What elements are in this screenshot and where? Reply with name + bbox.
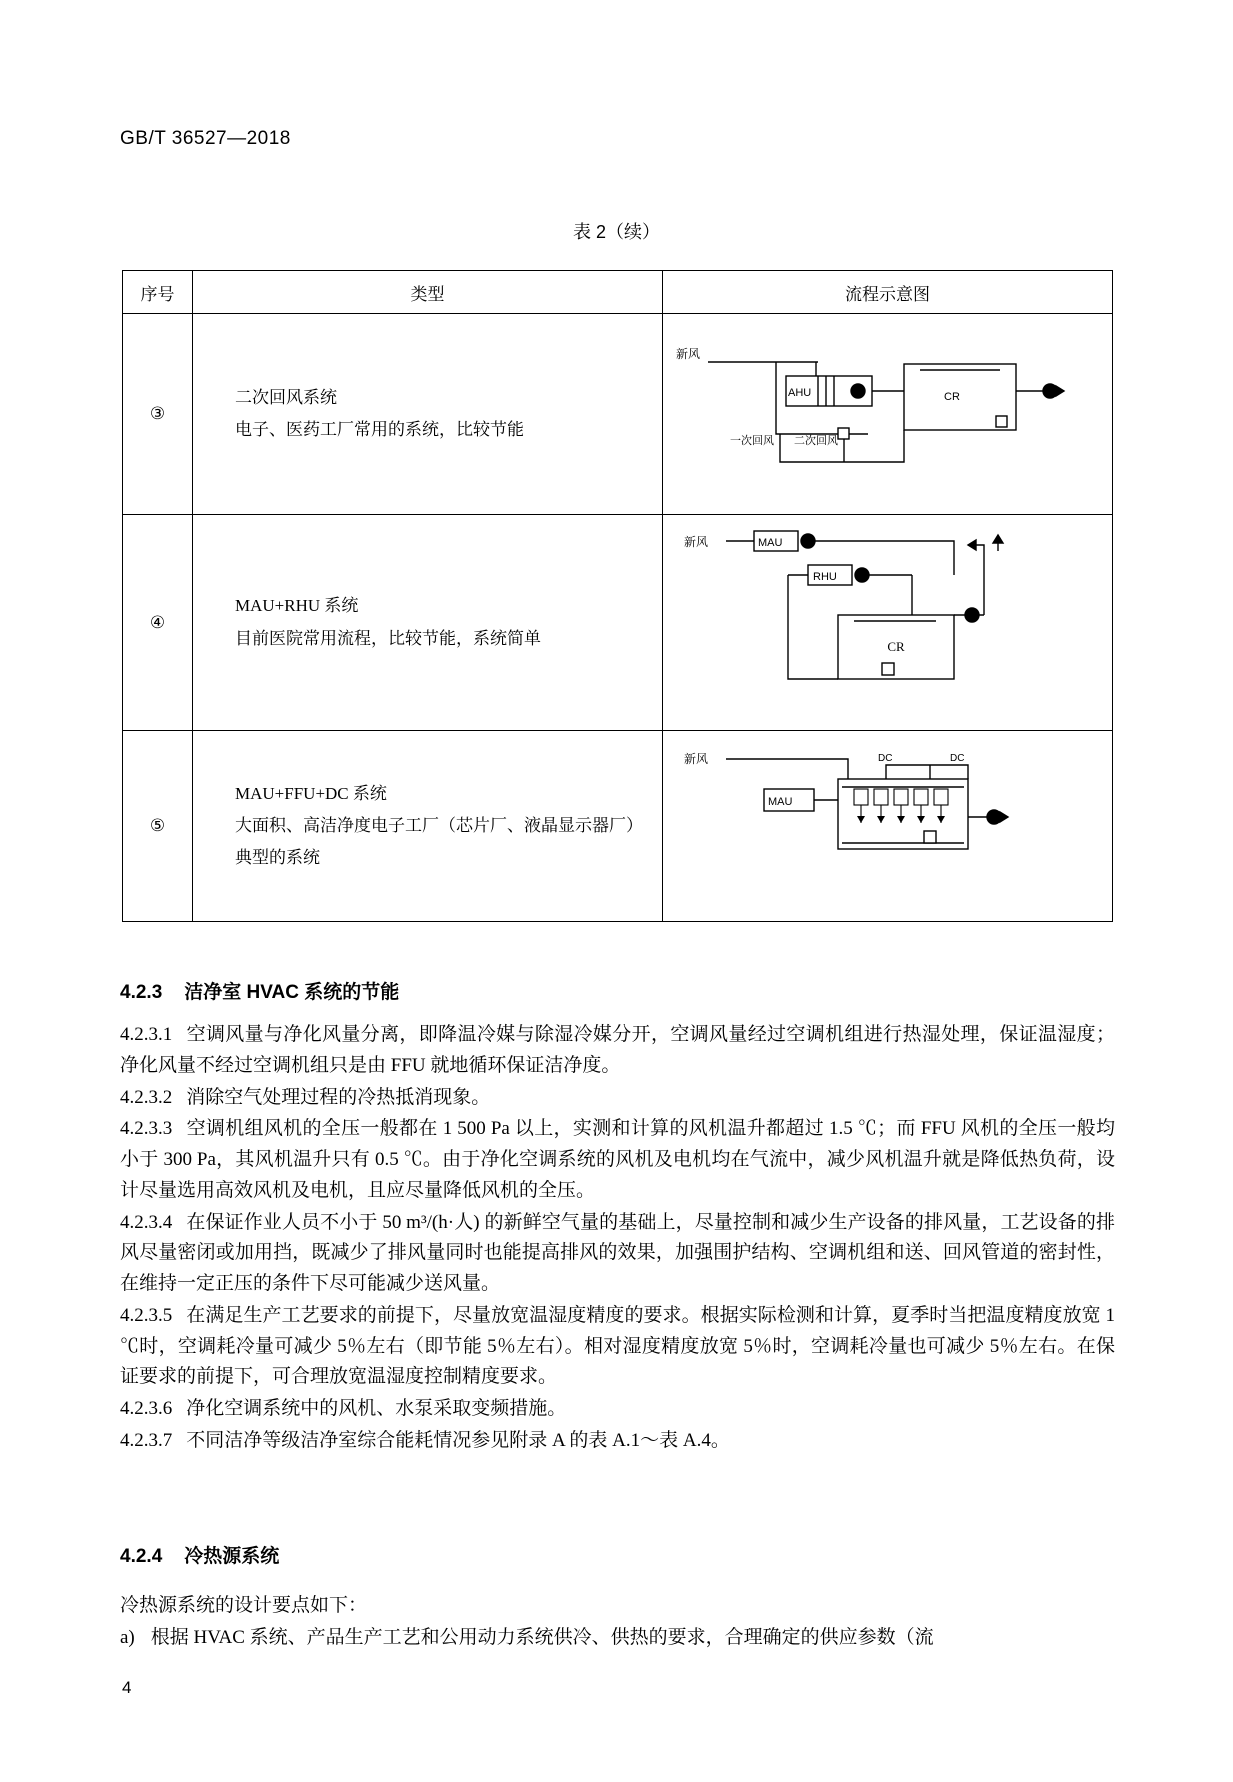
table-caption: 表 2（续） xyxy=(572,222,660,242)
row-type-cell xyxy=(193,731,663,922)
table-row xyxy=(123,515,1113,731)
clause-list-4-2-3 xyxy=(120,1020,1115,1458)
row-type-title: 二次回风系统 xyxy=(235,387,337,407)
row-type-desc: 电子、医药工厂常用的系统，比较节能 xyxy=(235,420,524,439)
clause-text: 不同洁净等级洁净室综合能耗情况参见附录 A 的表 A.1～表 A.4。 xyxy=(186,1429,730,1451)
row-type-cell xyxy=(193,515,663,731)
svg-text:CR: CR xyxy=(943,391,960,403)
flow-diagram-mau-rhu xyxy=(663,515,1112,730)
row-type-desc: 目前医院常用流程，比较节能，系统简单 xyxy=(235,628,541,648)
section-4-2-3 xyxy=(120,978,1115,1009)
page-number: 4 xyxy=(122,1678,132,1697)
column-header-no: 序号 xyxy=(123,271,193,314)
figure-label: 新风 xyxy=(683,535,708,549)
figure-label: RHU xyxy=(812,571,837,583)
figure-label: DC xyxy=(949,753,964,764)
flow-diagram-mau-ffu-dc xyxy=(663,731,1112,921)
section-heading-4-2-4 xyxy=(120,1542,1115,1573)
section-lead-text: 冷热源系统的设计要点如下： xyxy=(120,1594,368,1616)
clause-4-2-3-5 xyxy=(120,1301,1115,1393)
svg-text:CR: CR xyxy=(886,639,905,654)
row-number: ③ xyxy=(123,314,193,515)
clause-4-2-3-3 xyxy=(120,1114,1115,1206)
figure-label: AHU xyxy=(787,387,811,399)
column-header-type: 类型 xyxy=(193,271,663,314)
clause-4-2-3-2 xyxy=(120,1083,1115,1114)
row-type-title: MAU+RHU 系统 xyxy=(235,596,359,616)
list-item-text: 根据 HVAC 系统、产品生产工艺和公用动力系统供冷、供热的要求，合理确定的供应参数（流 xyxy=(150,1626,934,1648)
clause-number: 4.2.3.1 xyxy=(120,1024,173,1045)
clause-text: 空调机组风机的全压一般都在 1 500 Pa 以上，实测和计算的风机温升都超过 1.5 ℃；而 FFU 风机的全压一般均小于 300 Pa，其风机温升只有 0.5 ℃。由于净化空调系统的风机及电机均在气流中，减少风机温升就是降低热负荷，设计尽量选用高效风机及电机，且应尽量降低风机的全压。 xyxy=(120,1118,1115,1201)
clause-number: 4.2.3.4 xyxy=(120,1211,173,1233)
clause-4-2-3-7 xyxy=(120,1426,1115,1457)
figure-label: MAU xyxy=(767,796,792,808)
section-heading-4-2-3 xyxy=(120,978,1115,1009)
clause-number: 4.2.3.2 xyxy=(120,1086,173,1108)
row-number: ④ xyxy=(123,515,193,731)
row-figure-cell xyxy=(663,314,1113,515)
row-type-title: MAU+FFU+DC 系统 xyxy=(235,783,387,803)
figure-label: 新风 xyxy=(683,752,708,766)
clause-number: 4.2.3.7 xyxy=(120,1429,173,1451)
section-title: 冷热源系统 xyxy=(184,1546,280,1567)
row-figure-cell xyxy=(663,731,1113,922)
clause-number: 4.2.3.3 xyxy=(120,1118,173,1140)
figure-label: 一次回风 xyxy=(729,435,774,447)
list-item-a xyxy=(120,1623,1115,1654)
figure-label: MAU xyxy=(757,537,782,549)
row-type-desc: 大面积、高洁净度电子工厂（芯片厂、液晶显示器厂）典型的系统 xyxy=(235,815,635,868)
table-header-row xyxy=(123,271,1113,314)
clause-text: 净化空调系统中的风机、水泵采取变频措施。 xyxy=(186,1398,567,1420)
row-figure-cell xyxy=(663,515,1113,731)
section-4-2-4 xyxy=(120,1542,1115,1654)
section-title: 洁净室 HVAC 系统的节能 xyxy=(184,982,400,1003)
diagram-svg xyxy=(668,515,1108,727)
clause-number: 4.2.3.6 xyxy=(120,1398,173,1420)
table-row xyxy=(123,314,1113,515)
clause-4-2-3-4 xyxy=(120,1208,1115,1300)
figure-label: 新风 xyxy=(675,347,700,361)
diagram-svg xyxy=(668,314,1108,512)
page-header-standard-code: GB/T 36527—2018 xyxy=(120,128,291,149)
table-2-continued xyxy=(122,270,1113,922)
clause-4-2-3-1 xyxy=(120,1020,1115,1082)
figure-label: DC xyxy=(877,753,892,764)
clause-text: 消除空气处理过程的冷热抵消现象。 xyxy=(186,1086,491,1108)
section-number: 4.2.4 xyxy=(120,1546,163,1567)
clause-4-2-3-6 xyxy=(120,1394,1115,1425)
clause-text: 空调风量与净化风量分离，即降温冷媒与除湿冷媒分开，空调风量经过空调机组进行热湿处理，保证温湿度；净化风量不经过空调机组只是由 FFU 就地循环保证洁净度。 xyxy=(120,1024,1115,1076)
section-number: 4.2.3 xyxy=(120,982,163,1003)
clause-text: 在保证作业人员不小于 50 m³/(h·人) 的新鲜空气量的基础上，尽量控制和减少生产设备的排风量，工艺设备的排风尽量密闭或加用挡，既减少了排风量同时也能提高排风的效果，加强围护结构、空调机组和送、回风管道的密封性，在维持一定正压的条件下尽可能减少送风量。 xyxy=(120,1211,1115,1295)
column-header-figure: 流程示意图 xyxy=(663,271,1113,314)
diagram-svg xyxy=(668,731,1108,917)
list-item-label: a) xyxy=(120,1626,135,1648)
clause-text: 在满足生产工艺要求的前提下，尽量放宽温湿度精度的要求。根据实际检测和计算，夏季时当把温度精度放宽 1 ℃时，空调耗冷量可减少 5％左右（即节能 5％左右）。相对湿度精度放宽 5％时，空调耗冷量也可减少 5％左右。在保证要求的前提下，可合理放宽温湿度控制精度要求。 xyxy=(120,1304,1115,1388)
table-row xyxy=(123,731,1113,922)
figure-label: 二次回风 xyxy=(793,435,838,447)
clause-number: 4.2.3.5 xyxy=(120,1304,173,1326)
row-type-cell xyxy=(193,314,663,515)
flow-diagram-secondary-return-air xyxy=(663,314,1112,514)
row-number: ⑤ xyxy=(123,731,193,922)
